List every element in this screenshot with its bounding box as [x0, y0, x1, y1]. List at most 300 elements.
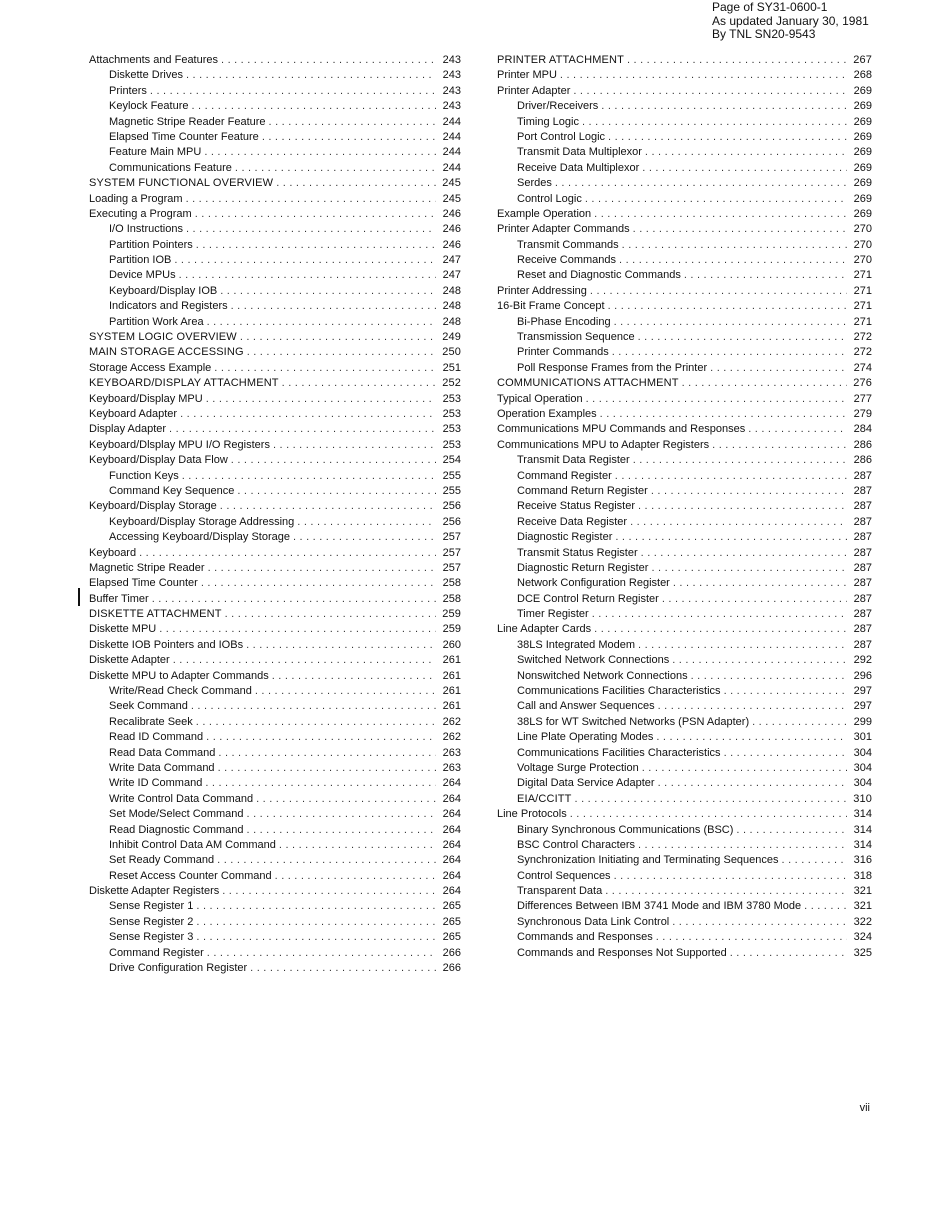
toc-entry-page: 321 [853, 900, 872, 913]
toc-entry-title: Transmit Commands [517, 238, 619, 251]
toc-entry [497, 453, 872, 468]
toc-entry-page: 287 [853, 623, 872, 636]
toc-entry [89, 453, 461, 468]
dot-leader [293, 530, 436, 545]
toc-entry-page: 287 [853, 592, 872, 605]
toc-entry-page: 260 [442, 638, 461, 651]
toc-entry-page: 269 [853, 115, 872, 128]
dot-leader [712, 438, 847, 453]
dot-leader [159, 622, 436, 637]
toc-entry [89, 823, 461, 838]
toc-entry-title: DISKETTE ATTACHMENT [89, 608, 222, 621]
dot-leader [222, 884, 436, 899]
header-line-3: By TNL SN20-9543 [712, 27, 816, 41]
dot-leader [656, 930, 847, 945]
dot-leader [633, 453, 847, 468]
dot-leader [573, 84, 847, 99]
toc-entry-page: 314 [853, 808, 872, 821]
dot-leader [255, 684, 436, 699]
dot-leader [276, 176, 436, 191]
toc-entry-page: 318 [853, 869, 872, 882]
dot-leader [684, 268, 847, 283]
toc-entry-title: Display Adapter [89, 423, 167, 436]
toc-entry-page: 277 [853, 392, 872, 405]
toc-entry-title: Nonswitched Network Connections [517, 669, 688, 682]
toc-entry [89, 653, 461, 668]
dot-leader [612, 345, 847, 360]
dot-leader [152, 592, 436, 607]
toc-entry-title: SYSTEM LOGIC OVERVIEW [89, 331, 237, 344]
toc-entry [497, 684, 872, 699]
dot-leader [273, 438, 436, 453]
dot-leader [180, 407, 436, 422]
toc-entry-title: Sense Register 3 [109, 931, 194, 944]
toc-entry [497, 946, 872, 961]
toc-entry-page: 286 [853, 438, 872, 451]
toc-entry-title: Diskette Adapter Registers [89, 885, 220, 898]
dot-leader [218, 746, 436, 761]
toc-entry-page: 287 [853, 500, 872, 513]
dot-leader [231, 299, 436, 314]
toc-entry-title: 16-Bit Frame Concept [497, 300, 605, 313]
toc-entry [497, 823, 872, 838]
toc-entry-title: Read Data Command [109, 746, 216, 759]
toc-entry-title: Attachments and Features [89, 54, 219, 66]
toc-entry-page: 258 [442, 577, 461, 590]
toc-entry-page: 270 [853, 238, 872, 251]
toc-entry [89, 576, 461, 591]
toc-entry [497, 268, 872, 283]
toc-entry [497, 315, 872, 330]
toc-entry [497, 884, 872, 899]
toc-entry [497, 546, 872, 561]
toc-entry [89, 361, 461, 376]
toc-entry [89, 438, 461, 453]
dot-leader [614, 869, 847, 884]
toc-entry [89, 145, 461, 160]
toc-entry-title: Printer Commands [517, 346, 609, 359]
toc-entry-page: 254 [442, 454, 461, 467]
toc-entry [497, 899, 872, 914]
toc-entry-title: Keyboard/Display Storage [89, 500, 217, 513]
toc-entry [497, 99, 872, 114]
toc-entry-title: Poll Response Frames from the Printer [517, 361, 708, 374]
dot-leader [662, 592, 847, 607]
toc-entry-title: Keyboard [89, 546, 137, 559]
toc-entry-title: Synchronization Initiating and Terminating Sequences [517, 854, 779, 867]
toc-entry-title: Transmit Data Register [517, 454, 630, 467]
toc-entry [89, 407, 461, 422]
toc-entry-page: 269 [853, 192, 872, 205]
toc-entry-title: Write Data Command [109, 761, 215, 774]
toc-entry-title: Operation Examples [497, 407, 597, 420]
toc-entry [89, 515, 461, 530]
dot-leader [196, 715, 436, 730]
toc-entry-title: Executing a Program [89, 207, 192, 220]
toc-entry-title: Diskette Adapter [89, 654, 170, 667]
toc-entry-title: Voltage Surge Protection [517, 761, 639, 774]
toc-entry [89, 330, 461, 345]
toc-entry-page: 269 [853, 146, 872, 159]
toc-entry [497, 238, 872, 253]
dot-leader [195, 207, 436, 222]
toc-entry [89, 761, 461, 776]
toc-entry [497, 376, 872, 391]
toc-entry-title: Loading a Program [89, 192, 183, 205]
toc-entry-title: Transparent Data [517, 885, 603, 898]
toc-entry [89, 669, 461, 684]
toc-entry [89, 253, 461, 268]
dot-leader [282, 376, 436, 391]
toc-entry-page: 301 [853, 731, 872, 744]
toc-entry-page: 243 [442, 54, 461, 66]
toc-entry-page: 287 [853, 515, 872, 528]
toc-entry-page: 271 [853, 300, 872, 313]
toc-entry [497, 792, 872, 807]
toc-entry [89, 99, 461, 114]
toc-entry-page: 251 [442, 361, 461, 374]
toc-entry [89, 899, 461, 914]
dot-leader [240, 330, 436, 345]
toc-entry-page: 284 [853, 423, 872, 436]
dot-leader [601, 99, 847, 114]
toc-right-column [497, 53, 872, 961]
toc-entry [497, 438, 872, 453]
dot-leader [217, 853, 436, 868]
dot-leader [691, 669, 847, 684]
toc-entry-page: 269 [853, 161, 872, 174]
toc-entry [497, 84, 872, 99]
toc-entry-page: 272 [853, 346, 872, 359]
toc-entry-page: 279 [853, 407, 872, 420]
toc-entry-page: 253 [442, 407, 461, 420]
toc-entry [497, 176, 872, 191]
toc-entry-title: Printer Addressing [497, 284, 587, 297]
toc-entry-title: Receive Commands [517, 254, 617, 267]
toc-entry-title: Diskette IOB Pointers and IOBs [89, 638, 244, 651]
dot-leader [682, 376, 847, 391]
toc-entry-page: 259 [442, 623, 461, 636]
toc-entry-title: Network Configuration Register [517, 577, 670, 590]
toc-entry [497, 699, 872, 714]
toc-entry [89, 192, 461, 207]
toc-entry [89, 638, 461, 653]
toc-entry [497, 284, 872, 299]
toc-entry-page: 244 [442, 161, 461, 174]
toc-entry [497, 68, 872, 83]
toc-entry-page: 269 [853, 100, 872, 113]
toc-entry-page: 297 [853, 700, 872, 713]
toc-entry-title: COMMUNICATIONS ATTACHMENT [497, 377, 679, 390]
toc-entry [89, 238, 461, 253]
dot-leader [186, 192, 436, 207]
toc-entry [89, 315, 461, 330]
toc-entry-page: 264 [442, 808, 461, 821]
toc-entry-page: 324 [853, 931, 872, 944]
toc-entry [89, 392, 461, 407]
toc-entry-title: Keyboard/Display Data Flow [89, 454, 228, 467]
dot-leader [614, 315, 847, 330]
dot-leader [247, 823, 436, 838]
dot-leader [730, 946, 847, 961]
dot-leader [605, 884, 847, 899]
toc-entry-page: 257 [442, 531, 461, 544]
toc-entry-page: 296 [853, 669, 872, 682]
dot-leader [658, 776, 847, 791]
dot-leader [246, 638, 436, 653]
toc-entry-title: Partition Pointers [109, 238, 193, 251]
toc-entry-title: Function Keys [109, 469, 179, 482]
toc-entry-page: 264 [442, 854, 461, 867]
toc-entry-page: 246 [442, 223, 461, 236]
toc-entry-title: Line Adapter Cards [497, 623, 592, 636]
dot-leader [191, 699, 436, 714]
toc-entry [89, 807, 461, 822]
dot-leader [247, 345, 436, 360]
dot-leader [594, 207, 847, 222]
toc-entry-title: Transmit Data Multiplexor [517, 146, 642, 159]
toc-entry-title: Sense Register 2 [109, 915, 194, 928]
toc-entry-page: 264 [442, 838, 461, 851]
dot-leader [804, 899, 847, 914]
toc-entry [497, 807, 872, 822]
toc-entry [497, 499, 872, 514]
toc-entry [89, 176, 461, 191]
toc-entry-page: 287 [853, 561, 872, 574]
toc-entry [497, 853, 872, 868]
toc-entry [89, 884, 461, 899]
toc-entry [89, 684, 461, 699]
toc-entry-title: Keyboard/Display Storage Addressing [109, 515, 295, 528]
toc-entry-title: Differences Between IBM 3741 Mode and IBM 3780 Mode [517, 900, 802, 913]
toc-entry-page: 269 [853, 177, 872, 190]
dot-leader [608, 299, 847, 314]
toc-entry-title: Control Logic [517, 192, 582, 205]
toc-entry [89, 422, 461, 437]
dot-leader [196, 930, 436, 945]
toc-entry-title: DCE Control Return Register [517, 592, 659, 605]
toc-entry-page: 256 [442, 500, 461, 513]
toc-entry-page: 244 [442, 115, 461, 128]
dot-leader [205, 776, 436, 791]
toc-entry-page: 265 [442, 900, 461, 913]
toc-entry [89, 130, 461, 145]
toc-entry-page: 259 [442, 608, 461, 621]
toc-entry [89, 84, 461, 99]
toc-entry-page: 249 [442, 331, 461, 344]
toc-entry-title: Serdes [517, 177, 552, 190]
dot-leader [247, 807, 436, 822]
toc-entry-title: Keyboard/Display MPU [89, 392, 203, 405]
toc-entry-page: 263 [442, 746, 461, 759]
toc-entry-title: Write/Read Check Command [109, 685, 252, 698]
toc-entry-page: 262 [442, 731, 461, 744]
toc-entry-title: Switched Network Connections [517, 654, 670, 667]
toc-entry-title: BSC Control Characters [517, 838, 635, 851]
toc-entry-title: Communications MPU Commands and Responses [497, 423, 746, 436]
toc-entry [497, 407, 872, 422]
dot-leader [235, 161, 436, 176]
toc-entry-title: Communications Facilities Characteristics [517, 685, 721, 698]
toc-entry-page: 287 [853, 638, 872, 651]
toc-entry-page: 322 [853, 915, 872, 928]
toc-entry [89, 376, 461, 391]
toc-entry-page: 268 [853, 69, 872, 82]
toc-entry-page: 304 [853, 761, 872, 774]
toc-entry-page: 287 [853, 577, 872, 590]
toc-entry-title: Command Key Sequence [109, 484, 235, 497]
toc-entry [89, 730, 461, 745]
toc-entry-page: 292 [853, 654, 872, 667]
toc-entry-title: Printer Adapter [497, 84, 571, 97]
dot-leader [262, 130, 436, 145]
toc-left-column [89, 53, 461, 976]
toc-entry [89, 961, 461, 976]
toc-entry-title: Commands and Responses [517, 931, 653, 944]
toc-entry [497, 776, 872, 791]
toc-entry-title: Transmission Sequence [517, 331, 635, 344]
toc-entry [497, 515, 872, 530]
toc-entry-page: 287 [853, 484, 872, 497]
toc-entry-title: Typical Operation [497, 392, 583, 405]
dot-leader [279, 838, 436, 853]
dot-leader [207, 946, 436, 961]
toc-entry [89, 776, 461, 791]
toc-entry-page: 255 [442, 469, 461, 482]
toc-entry-title: PRINTER ATTACHMENT [497, 54, 624, 66]
toc-entry-title: Elapsed Time Counter [89, 577, 198, 590]
toc-entry-page: 243 [442, 84, 461, 97]
header-line-2: As updated January 30, 1981 [712, 13, 869, 28]
dot-leader [672, 653, 847, 668]
dot-leader [272, 669, 436, 684]
dot-leader [651, 484, 847, 499]
toc-entry-page: 258 [442, 592, 461, 605]
dot-leader [724, 746, 847, 761]
toc-entry-page: 266 [442, 946, 461, 959]
toc-entry [497, 746, 872, 761]
toc-entry-page: 253 [442, 438, 461, 451]
toc-entry-title: Line Protocols [497, 808, 567, 821]
toc-entry [497, 838, 872, 853]
toc-entry-page: 243 [442, 100, 461, 113]
toc-entry [497, 622, 872, 637]
toc-entry [89, 207, 461, 222]
toc-entry [89, 499, 461, 514]
toc-entry-title: Feature Main MPU [109, 146, 202, 159]
toc-entry [497, 361, 872, 376]
dot-leader [269, 115, 436, 130]
dot-leader [169, 422, 436, 437]
toc-entry-title: Read Diagnostic Command [109, 823, 244, 836]
toc-entry [89, 484, 461, 499]
dot-leader [186, 68, 436, 83]
toc-entry-title: Timer Register [517, 608, 589, 621]
dot-leader [204, 145, 436, 160]
toc-entry [497, 207, 872, 222]
toc-entry-title: I/O Instructions [109, 223, 183, 236]
toc-entry-page: 269 [853, 130, 872, 143]
toc-entry-title: Set Mode/Select Command [109, 808, 244, 821]
toc-entry-page: 248 [442, 300, 461, 313]
dot-leader [642, 161, 847, 176]
toc-entry-title: Communications MPU to Adapter Registers [497, 438, 710, 451]
dot-leader [638, 638, 847, 653]
toc-entry-page: 243 [442, 69, 461, 82]
dot-leader [582, 115, 847, 130]
toc-entry [497, 561, 872, 576]
dot-leader [600, 407, 847, 422]
page-folio: vii [859, 1102, 870, 1114]
toc-entry-page: 264 [442, 885, 461, 898]
toc-entry-title: Keyboard/Display IOB [109, 284, 218, 297]
dot-leader [748, 422, 847, 437]
dot-leader [297, 515, 436, 530]
toc-entry [89, 915, 461, 930]
dot-leader [736, 823, 847, 838]
dot-leader [592, 607, 847, 622]
toc-entry [497, 469, 872, 484]
revision-change-bar [78, 588, 80, 606]
toc-entry [89, 530, 461, 545]
toc-entry-title: Diagnostic Register [517, 531, 613, 544]
toc-entry-title: Keylock Feature [109, 100, 189, 113]
toc-entry-page: 266 [442, 962, 461, 975]
toc-entry-page: 287 [853, 469, 872, 482]
toc-entry [89, 115, 461, 130]
dot-leader [231, 453, 436, 468]
toc-entry [497, 869, 872, 884]
toc-entry-title: SYSTEM FUNCTIONAL OVERVIEW [89, 177, 274, 190]
dot-leader [206, 392, 436, 407]
dot-leader [619, 253, 847, 268]
toc-entry-page: 248 [442, 284, 461, 297]
toc-entry-page: 250 [442, 346, 461, 359]
toc-entry-title: Bi-Phase Encoding [517, 315, 611, 328]
toc-entry-title: EIA/CCITT [517, 792, 572, 805]
toc-entry [89, 161, 461, 176]
toc-entry-page: 269 [853, 84, 872, 97]
dot-leader [196, 238, 436, 253]
toc-entry-page: 271 [853, 315, 872, 328]
toc-entry [497, 253, 872, 268]
dot-leader [186, 222, 436, 237]
toc-entry [497, 130, 872, 145]
toc-entry-title: Command Return Register [517, 484, 648, 497]
toc-entry-page: 265 [442, 931, 461, 944]
toc-entry-title: Drive Configuration Register [109, 962, 248, 975]
dot-leader [208, 561, 436, 576]
dot-leader [608, 130, 847, 145]
toc-entry [497, 192, 872, 207]
dot-leader [214, 361, 436, 376]
toc-entry-page: 255 [442, 484, 461, 497]
toc-entry-page: 252 [442, 377, 461, 390]
toc-entry-title: 38LS for WT Switched Networks (PSN Adapter) [517, 715, 750, 728]
dot-leader [179, 268, 436, 283]
dot-leader [221, 53, 436, 68]
toc-entry-page: 314 [853, 823, 872, 836]
toc-entry-title: Write Control Data Command [109, 792, 254, 805]
dot-leader [275, 869, 436, 884]
toc-entry-page: 261 [442, 685, 461, 698]
toc-entry-title: Call and Answer Sequences [517, 700, 655, 713]
toc-entry [497, 592, 872, 607]
toc-entry-page: 272 [853, 331, 872, 344]
toc-entry-page: 286 [853, 454, 872, 467]
toc-entry-title: Port Control Logic [517, 130, 606, 143]
toc-entry-title: Partition Work Area [109, 315, 204, 328]
